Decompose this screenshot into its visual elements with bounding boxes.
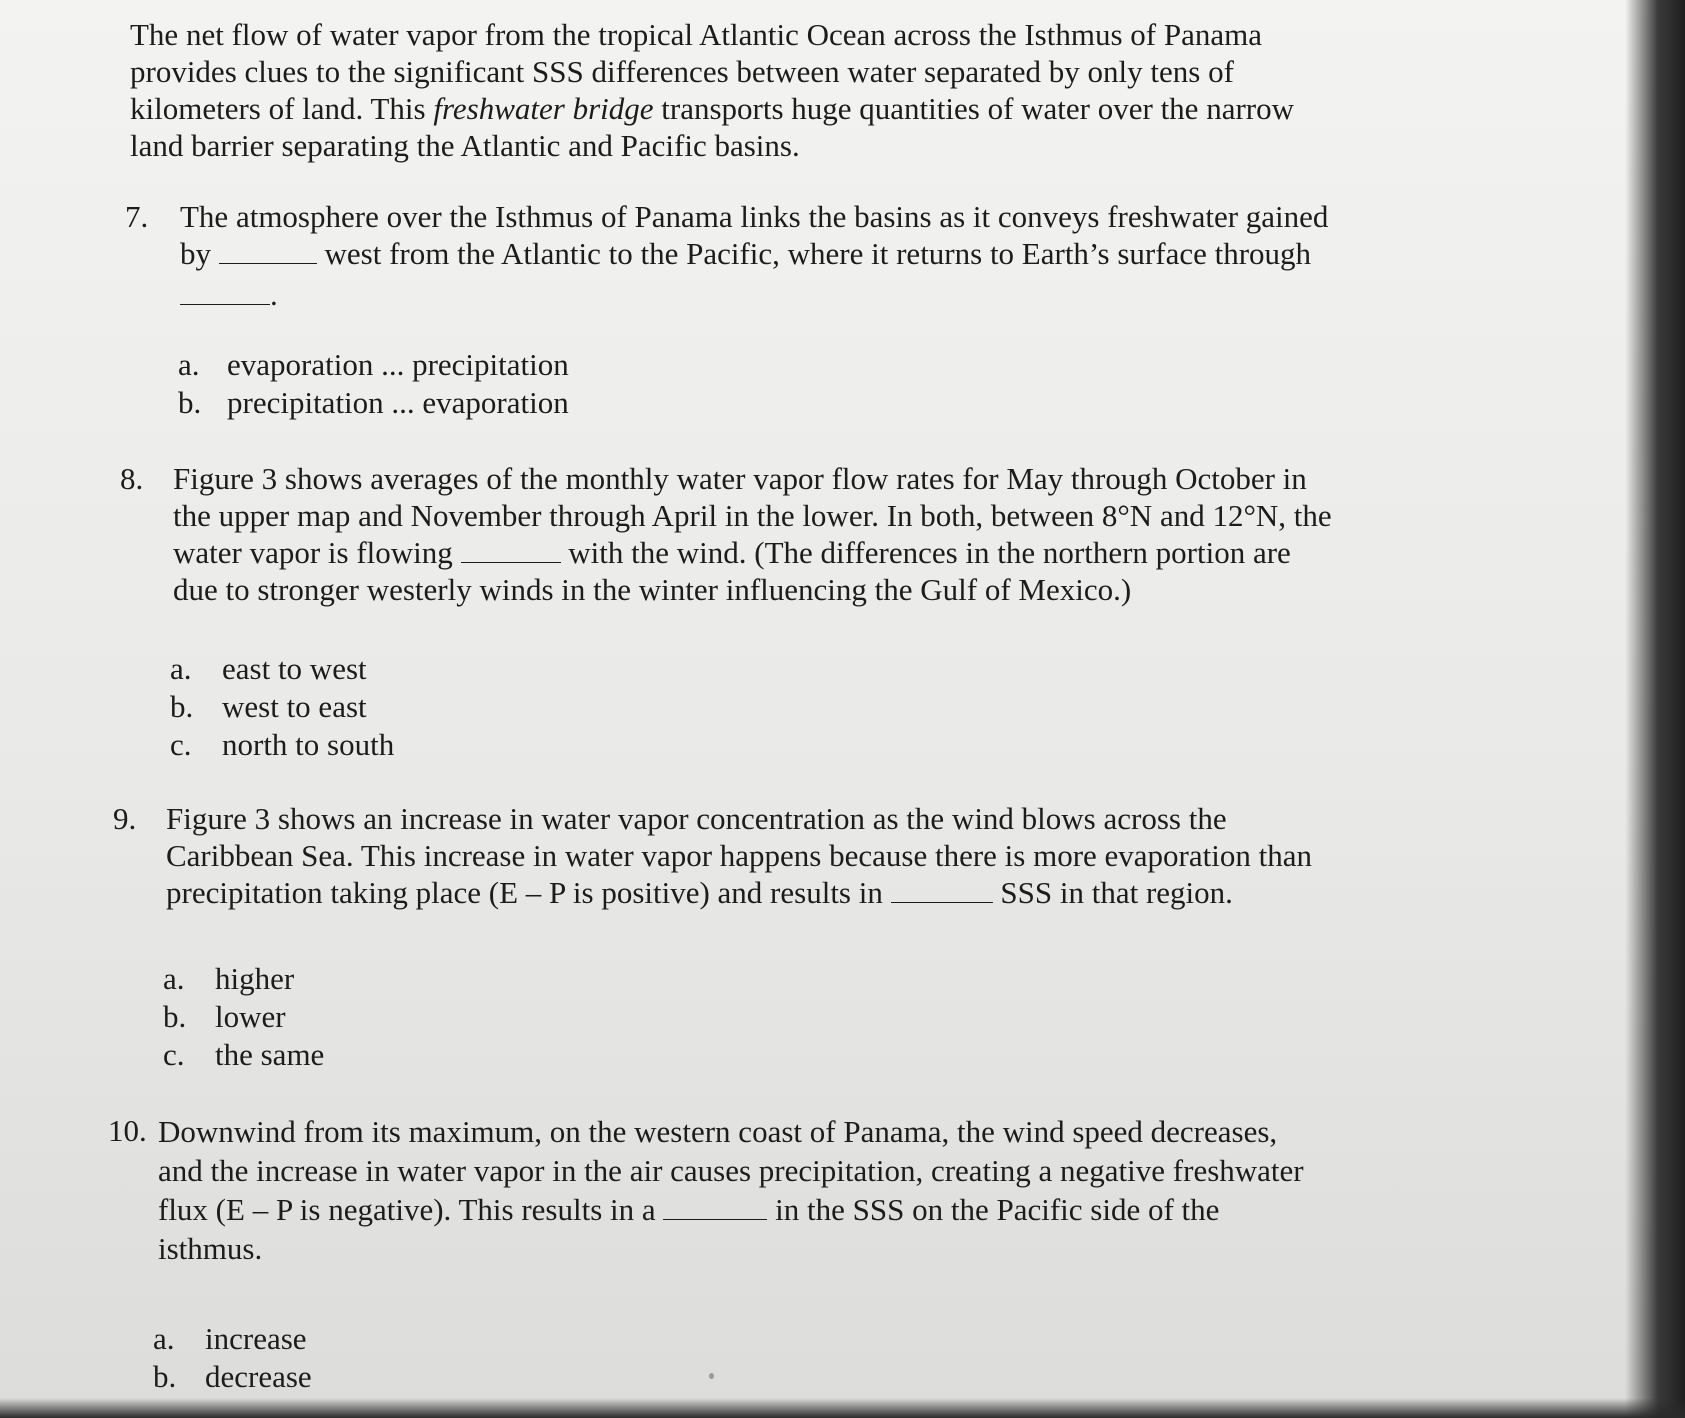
option-text: east to west [222, 651, 367, 686]
answer-blank [891, 876, 993, 903]
screen-bezel-right [1625, 0, 1685, 1418]
question-text [120, 460, 1450, 608]
screen-speck [709, 1373, 714, 1379]
intro-line [130, 90, 1400, 127]
question-text-part: with the wind. (The differences in the northern portion are [560, 535, 1291, 570]
question-10 [108, 1112, 1468, 1268]
option-text: precipitation ... evaporation [227, 385, 569, 420]
question-line: Downwind from its maximum, on the western coast of Panama, the wind speed decreases, [158, 1114, 1278, 1149]
question-number: 8. [120, 461, 144, 496]
question-line: due to stronger westerly winds in the winter influencing the Gulf of Mexico.) [173, 572, 1132, 607]
question-text-part: by [180, 236, 219, 271]
intro-line: The net flow of water vapor from the tropical Atlantic Ocean across the Isthmus of Panama [130, 17, 1262, 52]
option-letter: b. [153, 1359, 177, 1394]
option-letter: c. [170, 727, 192, 762]
question-line: Figure 3 shows averages of the monthly water vapor flow rates for May through October in [173, 461, 1307, 496]
question-number: 7. [125, 199, 149, 234]
intro-line: provides clues to the significant SSS differences between water separated by only tens of [130, 54, 1234, 89]
answer-blank [663, 1193, 767, 1220]
intro-line: land barrier separating the Atlantic and Pacific basins. [130, 128, 800, 163]
option-letter: a. [178, 347, 200, 382]
question-text-part: flux (E – P is negative). This results in a [158, 1192, 664, 1227]
intro-paragraph [130, 16, 1400, 164]
question-number: 9. [113, 801, 137, 836]
option-text: decrease [205, 1359, 312, 1394]
option-letter: b. [178, 385, 202, 420]
question-line: The atmosphere over the Isthmus of Panama links the basins as it conveys freshwater gained [180, 199, 1329, 234]
option-letter: b. [170, 689, 194, 724]
question-text [125, 198, 1425, 313]
intro-italic-term: freshwater bridge [433, 91, 654, 126]
question-9 [113, 800, 1453, 911]
question-line [173, 534, 1450, 571]
question-line: isthmus. [158, 1231, 263, 1266]
question-line [166, 874, 1453, 911]
question-7 [125, 198, 1425, 313]
option-letter: a. [170, 651, 192, 686]
question-line [180, 235, 1425, 272]
question-text [113, 800, 1453, 911]
question-line: the upper map and November through April in the lower. In both, between 8°N and 12°N, the [173, 498, 1332, 533]
option-letter: b. [163, 999, 187, 1034]
question-line: Figure 3 shows an increase in water vapor concentration as the wind blows across the [166, 801, 1227, 836]
option-text: evaporation ... precipitation [227, 347, 569, 382]
question-text-part: precipitation taking place (E – P is positive) and results in [166, 875, 891, 910]
option-text: higher [215, 961, 295, 996]
screen-bezel-bottom [0, 1398, 1685, 1418]
option-letter: c. [163, 1037, 185, 1072]
option-text: lower [215, 999, 286, 1034]
question-line [158, 1190, 1468, 1229]
question-line [180, 276, 1425, 313]
question-line: Caribbean Sea. This increase in water vapor happens because there is more evaporation than [166, 838, 1312, 873]
intro-text: kilometers of land. This [130, 91, 434, 126]
question-text-part: . [270, 277, 278, 312]
option-text: the same [215, 1037, 325, 1072]
question-text-part: water vapor is flowing [173, 535, 461, 570]
question-text-part: in the SSS on the Pacific side of the [767, 1192, 1220, 1227]
option-text: west to east [222, 689, 367, 724]
answer-blank [461, 536, 561, 563]
question-8 [120, 460, 1450, 608]
answer-blank [219, 237, 317, 264]
option-text: north to south [222, 727, 395, 762]
question-text [108, 1112, 1468, 1268]
question-number: 10. [108, 1113, 147, 1148]
question-text-part: SSS in that region. [992, 875, 1233, 910]
question-line: and the increase in water vapor in the air causes precipitation, creating a negative freshwater [158, 1153, 1304, 1188]
question-text-part: west from the Atlantic to the Pacific, where it returns to Earth’s surface through [316, 236, 1312, 271]
option-text: increase [205, 1321, 307, 1356]
answer-blank [180, 278, 270, 305]
intro-text: transports huge quantities of water over the narrow [653, 91, 1294, 126]
option-letter: a. [163, 961, 185, 996]
option-letter: a. [153, 1321, 175, 1356]
